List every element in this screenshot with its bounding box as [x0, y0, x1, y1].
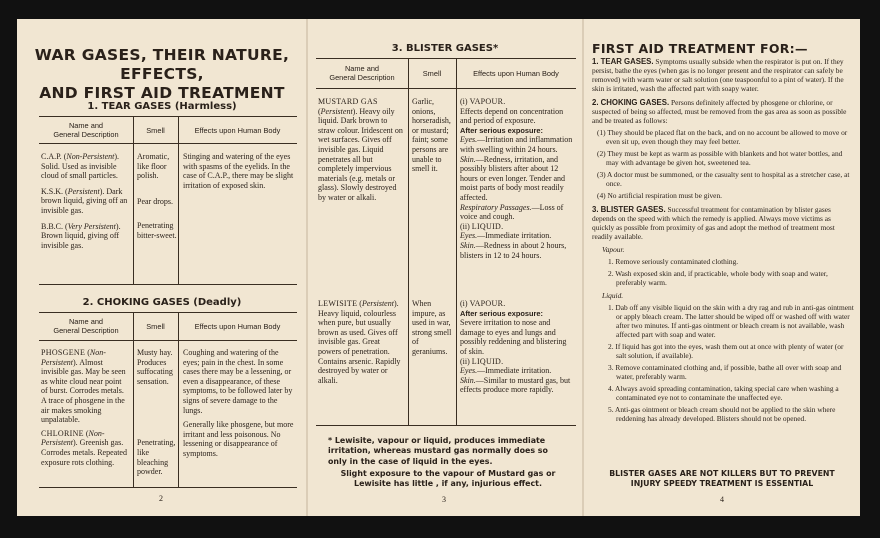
gas-smell: Garlic, onions, horseradish, or mustard; faint; some persons are unable to smell it. [412, 97, 451, 174]
table-rule [39, 143, 297, 144]
column-header: Effects upon Human Body [194, 322, 281, 331]
section-heading-blister-gases: 3. BLISTER GASES* [391, 43, 499, 54]
column-header: Effects upon Human Body [473, 69, 559, 78]
column-header: Smell [146, 126, 165, 135]
table-rule [39, 284, 297, 285]
page-number: 3 [442, 495, 446, 504]
section-heading-tear-gases: 1. TEAR GASES (Harmless) [87, 101, 237, 112]
gas-smell: Musty hay. Produces suffocating sensation. Penetrating, like bleaching powder. [137, 348, 176, 477]
gas-description: C.A.P. (Non-Persistent). Solid. Used as invisible cloud of small particles. K.S.K. (Persistent). Dark brown liquid, giving off an invisible gas. B.B.C. (Very Persistent). Brown liquid, giving off invisible gas. [41, 152, 128, 250]
table-rule [178, 116, 179, 284]
table-rule [133, 116, 134, 284]
panel-page-3 [308, 19, 582, 516]
page-number: 4 [720, 495, 724, 504]
table-rule [39, 340, 297, 341]
table-rule [316, 88, 576, 89]
table-rule [39, 487, 297, 488]
footnote: Slight exposure to the vapour of Mustard gas or Lewisite has little , if any, injurious effect. [340, 469, 556, 489]
gas-description: PHOSGENE (Non-Persistent). Almost invisible gas. May be seen as white cloud near point of burst. Corrodes metals. A trace of phosgene in the air makes smoking unpalatable. CHLORINE (Non-Persistent). Greenish gas. Corrodes metals. Repeated exposure rots clothing. [41, 348, 127, 467]
gas-effects: Stinging and watering of the eyes with spasms of the eyelids. In the case of C.A.P., there may be slight irritation of exposed skin. [183, 152, 294, 190]
closing-statement: BLISTER GASES ARE NOT KILLERS BUT TO PREVENT INJURY SPEEDY TREATMENT IS ESSENTIAL [609, 469, 835, 489]
column-header: Effects upon Human Body [194, 126, 281, 135]
table-rule [39, 116, 297, 117]
column-header: Smell [422, 69, 442, 78]
page-number: 2 [159, 494, 163, 503]
table-rule [316, 425, 576, 426]
table-rule [39, 312, 297, 313]
gas-description: MUSTARD GAS (Persistent). Heavy oily liquid. Dark brown to straw colour. Iridescent on wet surfaces. Gives off invisible gas. Liquid penetrates all but completely impervious materials (e.g. metals or glass). Slowly destroyed by water or alkali. [318, 97, 403, 202]
page-title: WAR GASES, THEIR NATURE, EFFECTS, AND FIRST AID TREATMENT [34, 46, 290, 102]
gas-effects: (i) VAPOUR. After serious exposure: Severe irritation to nose and damage to eyes and lungs and possibly reddening and blistering of skin. (ii) LIQUID. Eyes.—Immediate irritation. Skin.—Similar to mustard gas, but effects produce more rapidly. [460, 299, 571, 395]
column-header: Name and General Description [53, 121, 119, 139]
panel-page-2 [17, 19, 307, 516]
first-aid-text: 1. TEAR GASES. Symptoms usually subside when the respirator is put on. If they persist, bathe the eyes (when gas is no longer present and the respirator can safely be removed) with warm water or salt solution (one teaspoonful to a pint of water). If the skin is irritated, wash the affected part with soapy water. 2. CHOKING GASES. Persons definitely affected by phosgene or chlorine, or suspected of being so affected, must be removed from the gas area as soon as possible and be treated as follows: (1) They should be placed flat on the back, and on no account be allowed to move or even sit up, even though they may feel better. (2) They must be kept as warm as possible with blankets and hot water bottles, and may with advantage be given hot, sweetened tea. (3) A doctor must be summoned, or the casualty sent to hospital as a stretcher case, at once. (4) No artificial respiration must be given. 3. BLISTER GASES. Successful treatment for contamination by blister gases depends on the speed with which the remedy is applied. Always move victims as quickly as possible from proximity of gas and adopt the method of treatment most readily available. Vapour. 1. Remove seriously contaminated clothing. 2. Wash exposed skin and, if practicable, whole body with soap and water, preferably warm. Liquid. 1. Dab off any visible liquid on the skin with a dry rag and rub in anti-gas ointment or apply bleach cream. The latter should be wiped off or washed off with water after two minutes. If anti-gas ointment or bleach cream is not available, wash affected part with soap and water. 2. If liquid has got into the eyes, wash them out at once with plenty of water (or salt solution, if available). 3. Remove contaminated clothing and, if possible, bathe all over with soap and water, preferably warm. 4. Always avoid spreading contamination, taking special care when washing a contaminated eye not to contaminate the unaffected eye. 5. Anti-gas ointment or bleach cream should not be applied to the skin where reddening has already developed. Blisters should not be opened. [592, 57, 854, 423]
table-rule [456, 58, 457, 425]
table-rule [178, 312, 179, 487]
table-rule [316, 58, 576, 59]
column-header: Name and General Description [53, 317, 119, 335]
page-title: FIRST AID TREATMENT FOR:— [592, 41, 808, 56]
leaflet [17, 19, 860, 516]
gas-effects: (i) VAPOUR. Effects depend on concentration and period of exposure. After serious exposure: Eyes.—Irritation and inflammation with swelling within 24 hours. Skin.—Redness, irritation, and possibly blisters after about 12 hours or even longer. Tender and moist parts of body most readily affected. Respiratory Passages.—Loss of voice and cough. (ii) LIQUID. Eyes.—Immediate irritation. Skin.—Redness in about 2 hours, blisters in 12 to 24 hours. [460, 97, 573, 260]
panel-page-4 [584, 19, 860, 516]
gas-description: LEWISITE (Persistent). Heavy liquid, colourless when pure, but usually brown as used. Gives off invisible gas. Great powers of penetration. Contains arsenic. Rapidly destroyed by water or alkali. [318, 299, 401, 385]
table-rule [133, 312, 134, 487]
column-header: Name and General Description [329, 64, 395, 82]
table-rule [408, 58, 409, 425]
column-header: Smell [146, 322, 165, 331]
gas-smell: When impure, as used in war, strong smell of geraniums. [412, 299, 452, 356]
section-heading-choking-gases: 2. CHOKING GASES (Deadly) [82, 297, 242, 308]
footnote: * Lewisite, vapour or liquid, produces immediate irritation, whereas mustard gas normally does so only in the case of liquid in the eyes. [328, 436, 548, 466]
gas-effects: Coughing and watering of the eyes; pain in the chest. In some cases there may be a lessening, or even a disappearance, of these symptoms, to be followed later by signs of severe damage to the lungs. Generally like phosgene, but more irritant and less poisonous. No lessening or disappearance of symptoms. [183, 348, 294, 458]
gas-smell: Aromatic, like floor polish. Pear drops. Penetrating bitter-sweet. [137, 152, 177, 240]
